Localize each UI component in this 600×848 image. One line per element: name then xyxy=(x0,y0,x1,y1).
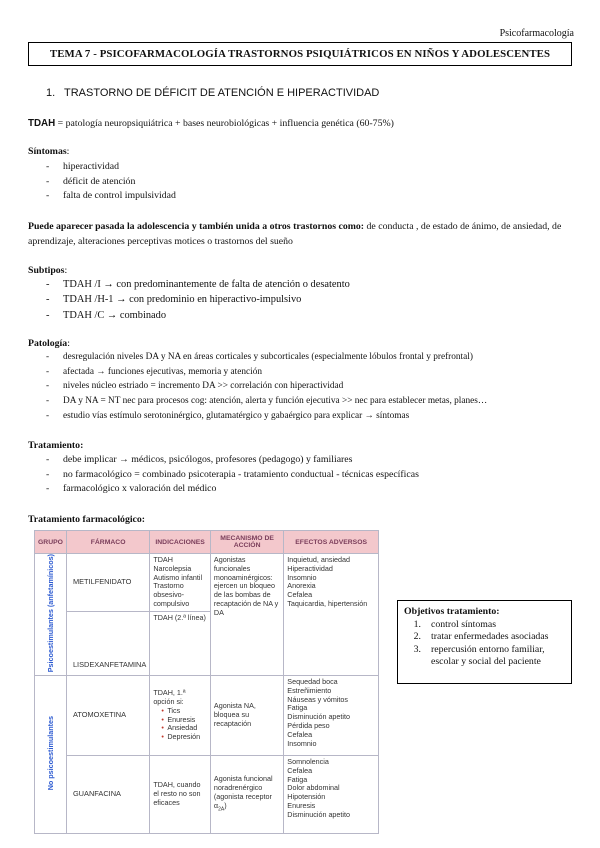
tdah-definition xyxy=(28,116,576,131)
subtipos-list xyxy=(46,277,586,323)
list-item: - TDAH /H-1 → con predominio en hiperactivo-impulsivo xyxy=(46,292,586,307)
objectives-title: Objetivos tratamiento: xyxy=(404,606,500,617)
sintomas-label: Síntomas xyxy=(28,146,67,157)
patologia-list xyxy=(46,350,586,424)
adverse-effect: Cefalea xyxy=(287,765,313,775)
adverse-effect: Estreñimiento xyxy=(287,685,332,695)
tratamiento-label: Tratamiento xyxy=(28,440,81,451)
sintomas-list xyxy=(46,160,586,204)
sintomas-heading xyxy=(28,144,576,159)
list-item: - déficit de atención xyxy=(46,175,586,190)
adverse-effect: Hiperactividad xyxy=(287,563,333,573)
sintomas-suffix: : xyxy=(66,146,70,157)
patologia-suffix: : xyxy=(67,338,70,349)
list-item xyxy=(404,619,565,632)
section-heading xyxy=(46,87,379,99)
tdah-definition-text: = patología neuropsiquiátrica + bases neurobiológicas + influencia genética (60-75%) xyxy=(55,118,394,129)
indications-cell xyxy=(150,554,211,612)
adverse-cell xyxy=(284,756,379,834)
adverse-effect: Disminución apetito Pérdida peso xyxy=(287,712,351,731)
list-item: - desregulación niveles DA y NA en áreas corticales y subcorticales (especialmente lóbulos frontal y prefrontal) xyxy=(46,350,586,365)
table-header-row xyxy=(35,531,379,554)
subtipos-suffix: : xyxy=(64,265,68,276)
indication: Autismo infantil xyxy=(153,572,203,582)
subtipos-label: Subtipos xyxy=(28,265,65,276)
running-header: Psicofarmacología xyxy=(499,28,574,39)
patologia-label: Patología xyxy=(28,338,68,349)
indications-cell: TDAH, cuando el resto no son eficaces xyxy=(150,756,211,834)
indications-cell: TDAH (2.ª línea) xyxy=(150,612,211,676)
indication-intro: TDAH, 1.ª opción si: xyxy=(153,688,186,706)
adverse-effect: Cefalea xyxy=(287,729,313,739)
list-item: • Enuresis xyxy=(161,716,207,725)
drug-name: ATOMOXETINA xyxy=(66,676,149,756)
list-item: - farmacológico x valoración del médico xyxy=(46,482,586,497)
header-mecanismo: MECANISMO DE ACCIÓN xyxy=(210,531,283,554)
subtipos-heading xyxy=(28,263,576,278)
table-row xyxy=(35,554,379,612)
header-farmaco: FÁRMACO xyxy=(66,531,149,554)
mechanism-cell: Agonista NA, bloquea su recaptación xyxy=(210,676,283,756)
item-text: repercusión entorno familiar, escolar y social del paciente xyxy=(431,643,545,667)
adverse-effect: Somnolencia xyxy=(287,757,329,767)
section-title: TRASTORNO DE DÉFICIT DE ATENCIÓN E HIPERACTIVIDAD xyxy=(64,87,380,99)
header-efectos: EFECTOS ADVERSOS xyxy=(284,531,379,554)
list-item: - niveles núcleo estriado = incremento DA >> correlación con hiperactividad xyxy=(46,379,586,394)
group-label: No psicoestimulantes xyxy=(45,715,55,791)
list-item: - hiperactividad xyxy=(46,160,586,175)
list-item: - DA y NA = NT nec para procesos cog: atención, alerta y función ejecutiva >> nec para establecer metas, planes… xyxy=(46,394,586,409)
header-indicaciones: INDICACIONES xyxy=(150,531,211,554)
adverse-effect: Insomnio xyxy=(287,572,317,582)
drug-name: LISDEXANFETAMINA xyxy=(66,612,149,676)
item-text: control síntomas xyxy=(431,618,497,630)
list-item: - TDAH /C → combinado xyxy=(46,308,586,323)
list-item: - falta de control impulsividad xyxy=(46,189,586,204)
adverse-effect: Inquietud, ansiedad xyxy=(287,555,351,564)
item-text: tratar enfermedades asociadas xyxy=(431,631,549,642)
objectives-list xyxy=(404,619,565,669)
adverse-effect: Sequedad boca xyxy=(287,677,338,687)
adverse-effect: Anorexia xyxy=(287,581,316,591)
mechanism-cell xyxy=(210,756,283,834)
list-item: • Depresión xyxy=(161,733,207,742)
mechanism-subscript: 2A xyxy=(218,806,225,813)
group-label: Psicoestimulantes (anfetamínicos) xyxy=(45,554,55,673)
patologia-heading xyxy=(28,336,576,351)
adverse-effect: Insomnio xyxy=(287,738,317,748)
group-cell-no-psicoestimulantes xyxy=(35,676,67,834)
adverse-effect: Fatiga xyxy=(287,703,308,713)
mechanism-text: Agonista funcional noradrenérgico (agonista receptor α xyxy=(213,774,273,810)
indication-list xyxy=(153,707,207,742)
item-number: 3. xyxy=(413,643,421,655)
adverse-effect: Enuresis xyxy=(287,801,316,811)
list-item: - no farmacológico = combinado psicoterapia - tratamiento conductual - técnicas específicas xyxy=(46,468,586,483)
adverse-effect: Taquicardia, hipertensión xyxy=(287,598,368,608)
indication: Narcolepsia xyxy=(153,563,192,573)
section-number: 1. xyxy=(46,87,56,99)
tdah-term: TDAH xyxy=(28,118,56,129)
tratamiento-heading xyxy=(28,438,576,453)
adverse-effect: Cefalea xyxy=(287,590,313,600)
adverse-effect: Hipotensión xyxy=(287,792,326,802)
item-number: 1. xyxy=(413,618,421,630)
table-row xyxy=(35,676,379,756)
list-item: • Ansiedad xyxy=(161,724,207,733)
pharmacology-table xyxy=(34,530,379,834)
aparecer-text: de conducta , de estado de ánimo, de ansiedad, de aprendizaje, alteraciones perceptivas motices o trastornos del sueño xyxy=(28,221,562,247)
list-item: - TDAH /I → con predominantemente de falta de atención o desatento xyxy=(46,277,586,292)
drug-name: METILFENIDATO xyxy=(66,554,149,612)
adverse-cell xyxy=(284,676,379,756)
adverse-cell xyxy=(284,554,379,676)
group-cell-psicoestimulantes xyxy=(35,554,67,676)
mechanism-cell: Agonistas funcionales monoaminérgicos: ejercen un bloqueo de las bombas de recaptación de NA y DA xyxy=(210,554,283,676)
header-grupo: GRUPO xyxy=(35,531,67,554)
table-row xyxy=(35,756,379,834)
item-number: 2. xyxy=(413,631,421,642)
drug-name: GUANFACINA xyxy=(66,756,149,834)
indications-cell xyxy=(150,676,211,756)
tratamiento-list xyxy=(46,453,586,497)
page-title: TEMA 7 - PSICOFARMACOLOGÍA TRASTORNOS PSIQUIÁTRICOS EN NIÑOS Y ADOLESCENTES xyxy=(28,42,572,66)
mechanism-end: ) xyxy=(224,800,227,810)
aparecer-paragraph xyxy=(28,219,576,249)
adverse-effect: Fatiga xyxy=(287,774,308,784)
list-item xyxy=(404,644,565,669)
list-item: - debe implicar → médicos, psicólogos, profesores (pedagogo) y familiares xyxy=(46,453,586,468)
indication: TDAH xyxy=(153,555,173,564)
table-heading: Tratamiento farmacológico: xyxy=(28,514,146,525)
list-item: - afectada → funciones ejecutivas, memoria y atención xyxy=(46,365,586,380)
objectives-box xyxy=(397,600,572,684)
aparecer-bold: Puede aparecer pasada la adolescencia y también unida a otros trastornos como: xyxy=(28,221,365,232)
adverse-effect: Náuseas y vómitos xyxy=(287,694,349,704)
adverse-effect: Disminución apetito xyxy=(287,809,351,819)
list-item xyxy=(404,631,565,644)
list-item: • Tics xyxy=(161,707,207,716)
tratamiento-suffix: : xyxy=(80,440,84,451)
list-item: - estudio vías estímulo serotoninérgico, glutamatérgico y gabaérgico para explicar → síntomas xyxy=(46,409,586,424)
indication: Trastorno obsesivo-compulsivo xyxy=(153,581,190,608)
adverse-effect: Dolor abdominal xyxy=(287,783,340,793)
